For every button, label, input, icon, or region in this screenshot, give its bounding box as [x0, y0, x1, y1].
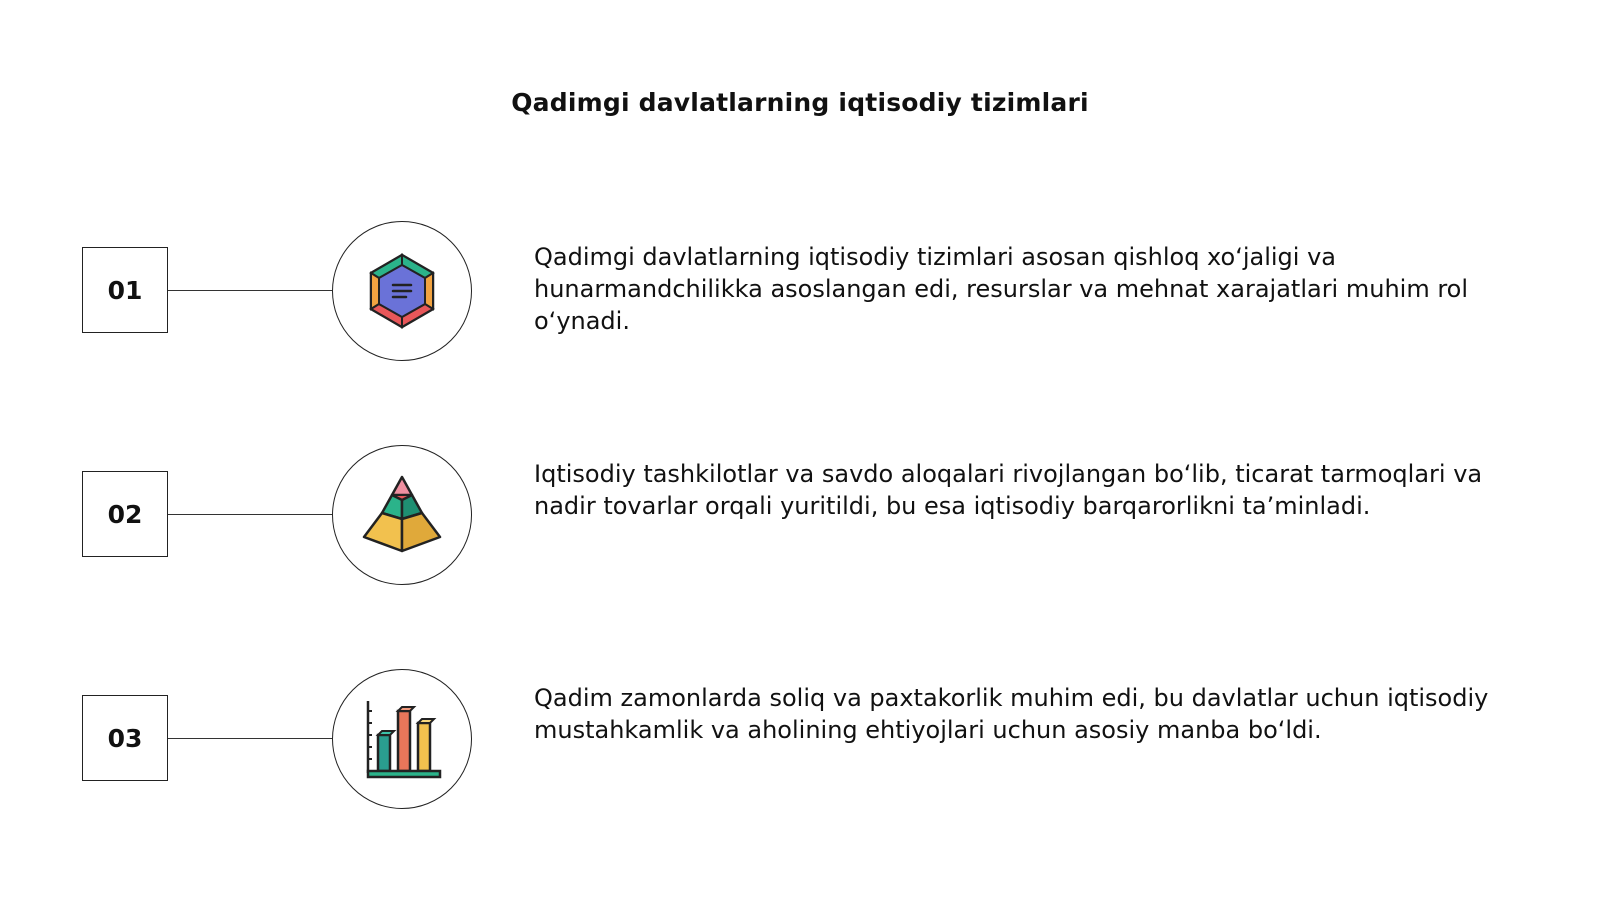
pyramid-icon	[360, 473, 444, 557]
bar-chart-icon	[360, 697, 444, 781]
list-item	[0, 445, 1600, 585]
icon-circle	[332, 221, 472, 361]
connector-line	[168, 514, 332, 516]
connector-line	[168, 738, 332, 740]
list-item	[0, 669, 1600, 809]
icon-circle	[332, 445, 472, 585]
page-title: Qadimgi davlatlarning iqtisodiy tizimlari	[511, 88, 1089, 117]
list-item	[0, 221, 1600, 361]
step-number-box	[82, 247, 168, 333]
step-number: 01	[107, 275, 143, 305]
step-number-box	[82, 471, 168, 557]
step-description: Qadim zamonlarda soliq va paxtakorlik muhim edi, bu davlatlar uchun iqtisodiy mustahkamlik va aholining ehtiyojlari uchun asosiy manba bo‘ldi.	[534, 684, 1489, 744]
step-number: 02	[107, 499, 143, 529]
icon-circle	[332, 669, 472, 809]
step-number: 03	[107, 723, 143, 753]
connector-line	[168, 290, 332, 292]
step-description: Qadimgi davlatlarning iqtisodiy tizimlari asosan qishloq xo‘jaligi va hunarmandchilikka asoslangan edi, resurslar va mehnat xarajatlari muhim rol o‘ynadi.	[534, 243, 1469, 335]
step-description: Iqtisodiy tashkilotlar va savdo aloqalari rivojlangan bo‘lib, ticarat tarmoqlari va nadir tovarlar orqali yuritildi, bu esa iqtisodiy barqarorlikni ta’minladi.	[534, 460, 1483, 520]
hexagon-document-icon	[362, 251, 442, 331]
step-number-box	[82, 695, 168, 781]
